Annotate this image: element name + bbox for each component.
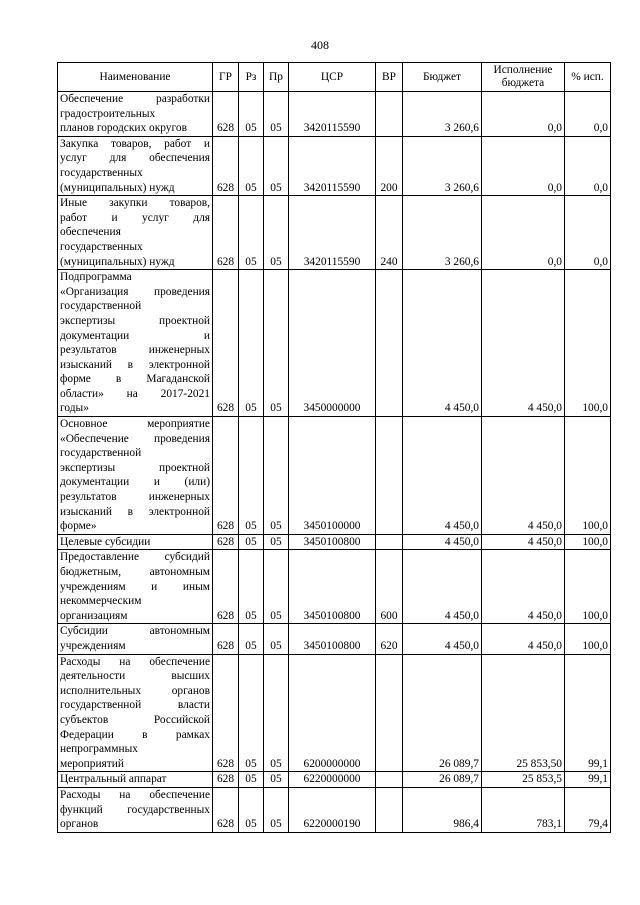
cell-vr: 200	[376, 136, 403, 195]
name-line: мероприятий	[60, 757, 124, 770]
column-header-budget: Бюджет	[403, 63, 482, 92]
cell-rz: 05	[239, 787, 264, 832]
cell-csr: 3450000000	[289, 270, 376, 417]
cell-csr: 3420115590	[289, 196, 376, 270]
name-line: «Обеспечение проведения	[60, 432, 210, 445]
table-header-row	[58, 63, 611, 92]
name-line: планов городских округов	[60, 122, 187, 135]
cell-gr: 628	[213, 417, 239, 535]
name-line: государственной	[60, 300, 142, 313]
name-line: учреждениям	[60, 639, 126, 652]
cell-budget: 4 450,0	[403, 550, 482, 624]
cell-percent: 99,1	[565, 654, 611, 772]
cell-csr: 3450100800	[289, 534, 376, 550]
cell-rz: 05	[239, 417, 264, 535]
cell-execution: 4 450,0	[482, 624, 565, 654]
cell-pr: 05	[264, 136, 289, 195]
name-line: результатов инженерных	[60, 491, 210, 504]
cell-csr: 6220000000	[289, 772, 376, 788]
column-header-vr: ВР	[376, 63, 403, 92]
name-line: деятельности высших	[60, 670, 210, 683]
cell-gr: 628	[213, 196, 239, 270]
name-line: государственных	[60, 166, 143, 179]
column-header-execution: Исполнение бюджета	[482, 63, 565, 92]
cell-vr: 620	[376, 624, 403, 654]
name-line: градостроительных	[60, 107, 156, 120]
cell-gr: 628	[213, 772, 239, 788]
cell-percent: 100,0	[565, 534, 611, 550]
cell-vr: 240	[376, 196, 403, 270]
page-number: 408	[311, 38, 329, 52]
name-line: (муниципальных) нужд	[60, 181, 175, 194]
cell-percent: 100,0	[565, 624, 611, 654]
cell-csr: 6200000000	[289, 654, 376, 772]
cell-name	[58, 270, 213, 417]
cell-vr	[376, 417, 403, 535]
name-line: Расходы на обеспечение	[60, 655, 210, 668]
cell-pr: 05	[264, 270, 289, 417]
cell-rz: 05	[239, 196, 264, 270]
cell-execution: 25 853,5	[482, 772, 565, 788]
cell-vr	[376, 92, 403, 137]
cell-gr: 628	[213, 136, 239, 195]
budget-table	[57, 62, 611, 833]
cell-name	[58, 417, 213, 535]
column-header-percent: % исп.	[565, 63, 611, 92]
cell-pr: 05	[264, 624, 289, 654]
cell-percent: 100,0	[565, 550, 611, 624]
table-row	[58, 196, 611, 270]
name-line: обеспечения	[60, 226, 121, 239]
table-row	[58, 624, 611, 654]
cell-vr	[376, 654, 403, 772]
cell-vr	[376, 787, 403, 832]
cell-csr: 6220000190	[289, 787, 376, 832]
cell-rz: 05	[239, 550, 264, 624]
name-line: государственной власти	[60, 699, 210, 712]
cell-budget: 4 450,0	[403, 534, 482, 550]
name-line: «Организация проведения	[60, 285, 210, 298]
cell-budget: 4 450,0	[403, 624, 482, 654]
cell-name	[58, 654, 213, 772]
table-row	[58, 270, 611, 417]
column-header-rz: Рз	[239, 63, 264, 92]
name-line: бюджетным, автономным	[60, 566, 210, 578]
cell-pr: 05	[264, 550, 289, 624]
cell-percent: 0,0	[565, 136, 611, 195]
cell-rz: 05	[239, 624, 264, 654]
name-line: работ и услуг для	[60, 211, 210, 224]
cell-pr: 05	[264, 772, 289, 788]
cell-execution: 25 853,50	[482, 654, 565, 772]
cell-name	[58, 92, 213, 137]
name-line: Закупка товаров, работ и	[60, 137, 210, 150]
table-row	[58, 787, 611, 832]
cell-budget: 986,4	[403, 787, 482, 832]
cell-rz: 05	[239, 270, 264, 417]
cell-pr: 05	[264, 92, 289, 137]
cell-execution: 783,1	[482, 787, 565, 832]
cell-budget: 3 260,6	[403, 92, 482, 137]
cell-percent: 99,1	[565, 772, 611, 788]
name-line: результатов инженерных	[60, 344, 210, 357]
cell-gr: 628	[213, 624, 239, 654]
cell-vr	[376, 534, 403, 550]
name-line: экспертизы проектной	[60, 314, 210, 327]
name-line: некоммерческим	[60, 595, 142, 608]
cell-csr: 3450100000	[289, 417, 376, 535]
cell-csr: 3420115590	[289, 92, 376, 137]
cell-budget: 26 089,7	[403, 772, 482, 788]
name-line: форме»	[60, 520, 97, 533]
cell-rz: 05	[239, 534, 264, 550]
name-line: Основное мероприятие	[60, 418, 210, 431]
cell-rz: 05	[239, 136, 264, 195]
cell-pr: 05	[264, 534, 289, 550]
name-line: Обеспечение разработки	[60, 93, 210, 105]
cell-csr: 3450100800	[289, 624, 376, 654]
cell-gr: 628	[213, 654, 239, 772]
name-line: Субсидии автономным	[60, 625, 210, 638]
table-row	[58, 654, 611, 772]
name-line: области» на 2017-2021	[60, 387, 210, 400]
cell-name	[58, 136, 213, 195]
cell-execution: 0,0	[482, 92, 565, 137]
cell-pr: 05	[264, 196, 289, 270]
cell-execution: 4 450,0	[482, 270, 565, 417]
cell-execution: 0,0	[482, 136, 565, 195]
name-line: Подпрограмма	[60, 271, 132, 284]
cell-percent: 0,0	[565, 92, 611, 137]
cell-execution: 4 450,0	[482, 534, 565, 550]
name-line: годы»	[60, 402, 89, 415]
table-row	[58, 534, 611, 550]
cell-budget: 26 089,7	[403, 654, 482, 772]
cell-execution: 0,0	[482, 196, 565, 270]
column-header-name: Наименование	[58, 63, 213, 92]
cell-budget: 4 450,0	[403, 417, 482, 535]
name-line: документации и	[60, 329, 210, 342]
name-line: Центральный аппарат	[60, 773, 167, 786]
cell-gr: 628	[213, 92, 239, 137]
cell-name	[58, 196, 213, 270]
table-row	[58, 136, 611, 195]
table-row	[58, 92, 611, 137]
cell-execution: 4 450,0	[482, 550, 565, 624]
name-line: государственных	[60, 240, 143, 253]
column-header-gr: ГР	[213, 63, 239, 92]
table-row	[58, 550, 611, 624]
name-line: изысканий в электронной	[60, 358, 210, 371]
name-line: государственной	[60, 447, 142, 460]
cell-rz: 05	[239, 772, 264, 788]
name-line: (муниципальных) нужд	[60, 255, 175, 268]
cell-budget: 4 450,0	[403, 270, 482, 417]
cell-name	[58, 772, 213, 788]
name-line: непрограммных	[60, 743, 138, 756]
column-header-pr: Пр	[264, 63, 289, 92]
name-line: организациям	[60, 609, 128, 622]
cell-pr: 05	[264, 787, 289, 832]
cell-gr: 628	[213, 550, 239, 624]
cell-name	[58, 624, 213, 654]
table-body	[58, 92, 611, 833]
cell-vr	[376, 772, 403, 788]
name-line: документации и (или)	[60, 476, 210, 489]
cell-percent: 0,0	[565, 196, 611, 270]
name-line: исполнительных органов	[60, 684, 210, 697]
cell-execution: 4 450,0	[482, 417, 565, 535]
name-line: изысканий в электронной	[60, 505, 210, 518]
cell-name	[58, 534, 213, 550]
cell-name	[58, 787, 213, 832]
name-line: функций государственных	[60, 803, 210, 816]
name-line: органов	[60, 818, 99, 831]
cell-percent: 100,0	[565, 417, 611, 535]
cell-csr: 3420115590	[289, 136, 376, 195]
table-row	[58, 772, 611, 788]
cell-budget: 3 260,6	[403, 196, 482, 270]
cell-percent: 100,0	[565, 270, 611, 417]
name-line: услуг для обеспечения	[60, 152, 210, 165]
cell-pr: 05	[264, 417, 289, 535]
cell-budget: 3 260,6	[403, 136, 482, 195]
name-line: Расходы на обеспечение	[60, 788, 210, 801]
name-line: Целевые субсидии	[60, 535, 151, 548]
name-line: субъектов Российской	[60, 713, 210, 726]
cell-gr: 628	[213, 787, 239, 832]
table-row	[58, 417, 611, 535]
column-header-csr: ЦСР	[289, 63, 376, 92]
cell-name	[58, 550, 213, 624]
cell-gr: 628	[213, 270, 239, 417]
name-line: экспертизы проектной	[60, 461, 210, 474]
name-line: учреждениям и иным	[60, 580, 210, 593]
name-line: форме в Магаданской	[60, 373, 210, 386]
cell-gr: 628	[213, 534, 239, 550]
name-line: Иные закупки товаров,	[60, 197, 210, 210]
cell-rz: 05	[239, 92, 264, 137]
cell-percent: 79,4	[565, 787, 611, 832]
name-line: Предоставление субсидий	[60, 551, 210, 564]
cell-csr: 3450100800	[289, 550, 376, 624]
cell-vr	[376, 270, 403, 417]
name-line: Федерации в рамках	[60, 728, 210, 741]
cell-vr: 600	[376, 550, 403, 624]
cell-rz: 05	[239, 654, 264, 772]
cell-pr: 05	[264, 654, 289, 772]
